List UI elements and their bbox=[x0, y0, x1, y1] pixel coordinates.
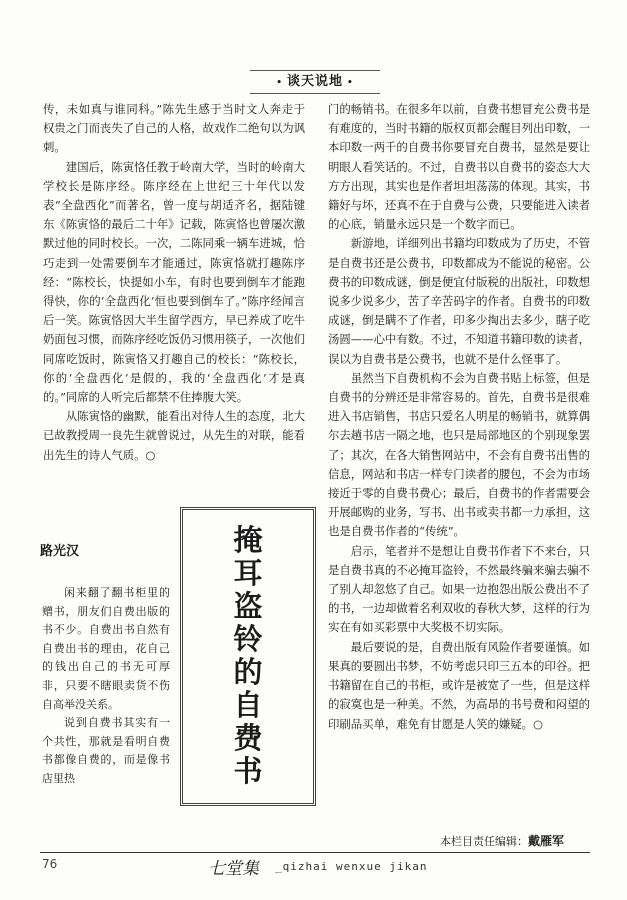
title-char: 自 bbox=[233, 688, 263, 722]
previous-article-text bbox=[43, 100, 305, 465]
title-char: 盗 bbox=[233, 589, 263, 623]
editor-credit bbox=[440, 832, 564, 849]
column-header-deco-right: • bbox=[347, 78, 354, 88]
editor-name: 戴雁军 bbox=[528, 834, 565, 848]
end-mark-icon: ○ bbox=[533, 716, 543, 731]
article-title bbox=[183, 524, 313, 788]
title-char: 书 bbox=[233, 754, 263, 788]
article-author: 路光汉 bbox=[40, 544, 80, 559]
paragraph: 启示，笔者并不是想让自费书作者下不来台，只是自费书真的不必掩耳盗铃，不然最终骗来骗去骗不了别人却忽悠了自己。如果一边抱怨出版公费出不了的书，一边却做着名利双收的春秋大梦，这样的行为实在有如买彩票中大奖极不切实际。 bbox=[328, 543, 591, 635]
paragraph: 建国后，陈寅恪任教于岭南大学，当时的岭南大学校长是陈序经。陈序经在上世纪三十年代以发表“全盘西化”而著名，曾一度与胡适齐名，据陆键东《陈寅恪的最后二十年》记载，陈寅恪也曾屡次激默过他的同时校长。一次，二陈同乘一辆车进城，恰巧走到一处需要倒车才能通过，陈寅恪就打趣陈序经：“陈校长，快提如小车，有时也要到倒车才能跑得快，你的‘全盘西化’恒也要到倒车了。”陈序经闻言后一笑。陈寅恪因大半生留学西方，早已养成了吃牛奶面包习惯，而陈序经吃饭仍习惯用筷子，一次他们同席吃饭时，陈寅恪又打趣自己的校长：“陈校长，你的‘全盘西化’是假的，我的‘全盘西化’才是真的。”同席的人听完后都禁不住捧腹大笑。 bbox=[43, 159, 306, 405]
article-text-right bbox=[328, 100, 590, 734]
paragraph: 说到自费书其实有一个共性，那就是看明自费书都像自费的，而是像书店里热 bbox=[42, 716, 170, 785]
title-char: 耳 bbox=[233, 556, 263, 590]
paragraph-text: 从陈寅恪的幽默，能看出对待人生的态度，北大已故教授周一良先生就曾说过，从先生的对联，能看出先生的诗人气质。 bbox=[43, 409, 306, 462]
paragraph: 传，未如真与谁同科。”陈先生感于当时文人奔走于权贵之门而丧失了自己的人格，故戏作二绝句以为讽刺。 bbox=[43, 102, 305, 155]
title-char: 铃 bbox=[233, 622, 263, 656]
title-char: 的 bbox=[233, 655, 263, 689]
paragraph: 门的畅销书。在很多年以前，自费书想冒充公费书是有难度的，当时书籍的版权页都会醒目列出印数，一本印数一两千的自费书你要冒充自费书，显然是要让明眼人看笑话的。不过，自费书以自费书的姿态大大方方出现，其实也是作者坦坦荡荡的体现。其实，书籍好与坏，还真不在于自费与公费，只要能进入读者的心底，销量永远只是一个数字而已。 bbox=[328, 102, 590, 232]
paragraph: 虽然当下自费机构不会为自费书贴上标签，但是自费书的分辨还是非常容易的。首先，自费书是很难进入书店销售，书店只爱名人明星的畅销书，就算偶尔去趟书店一隔之地，也只是局部地区的个别现象罢了；其次，在各大销售网站中，不会有自费书出售的信息，网站和书店一样专门读者的腰包，不会为市场接近于零的自费书费心；最后，自费书的作者需要会开展邮购的业务，写书、出书或卖书都一力承担，这也是自费书作者的“传统”。 bbox=[328, 370, 591, 539]
editor-label: 本栏目责任编辑： bbox=[440, 835, 528, 848]
title-char: 费 bbox=[233, 721, 263, 755]
paragraph bbox=[43, 407, 305, 465]
magazine-pinyin: _qizhai wenxue jikan bbox=[275, 860, 428, 873]
paragraph: 闲来翻了翻书柜里的赠书，朋友们自费出版的书不少。自费出书自然有自费出书的理由，花自己的钱出自己的书无可厚非，只要不瞎眼卖货不伤自高举没关系。 bbox=[42, 586, 170, 711]
article-title-box bbox=[180, 507, 316, 806]
paragraph: 新游地，详细列出书籍均印数成为了历史，不管是自费书还是公费书，印数都成为不能说的秘密。公费书的印数成谜，倒是便宜付版税的出版社，印数想说多少说多少，苦了辛苦码字的作者。自费书的印数成谜，倒是瞒不了作者，印多少掏出去多少，瞎子吃汤圆——心中有数。不过，不知道书籍印数的读者，误以为自费书是公费书，也就不是什么怪事了。 bbox=[328, 236, 591, 366]
page-number: 76 bbox=[42, 857, 58, 871]
title-char: 掩 bbox=[233, 523, 263, 557]
paragraph bbox=[328, 638, 590, 734]
footer-divider bbox=[40, 852, 590, 853]
column-header-deco-left: • bbox=[276, 78, 283, 88]
paragraph-text: 最后要说的是，自费出版有风险作者要谨慎。如果真的要圆出书梦，不妨考虑只印三五本的印谷。把书籍留在自己的书柜，或许是被宽了一些，但是这样的寂寞也是一种美。不然，为高昂的书号费和闷望的印刷品买单，难免有甘愿是人笑的嫌疑。 bbox=[328, 639, 591, 731]
magazine-logo: 七堂集 bbox=[208, 859, 259, 879]
article-text-left bbox=[42, 584, 170, 789]
column-header bbox=[250, 70, 380, 94]
column-title: 谈天说地 bbox=[286, 74, 343, 89]
end-mark-icon: ○ bbox=[145, 447, 156, 462]
